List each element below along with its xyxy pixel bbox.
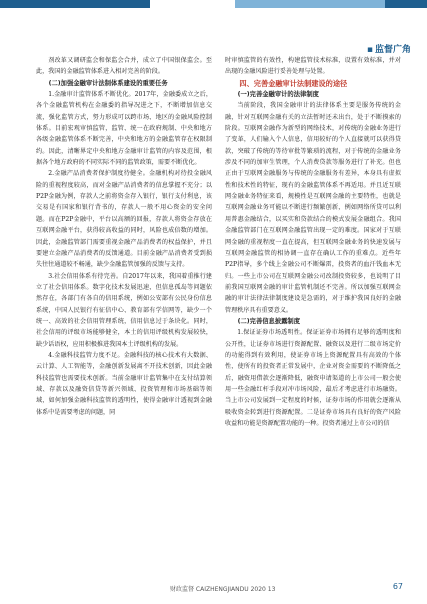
paragraph: 2.金融产品消费者保护制度待健全。金融机构对待投金融风险的重视程度较高，而对金融产品消费者的信息掌握不充分；以P2P金融为例，存款人之前将资金存入银行，银行支付利息，该交易是有国家和银行背书的，存款人一般不用心资金的安全问题。而在P2P金融中，平台以高额的回报，存款人将资金存放在互联网金融平台，获得较高收益的同时，风险也成倍数的增加。因此，金融监管部门需要重视金融产品消费者的权益保护，并且要建立金融产品消费者的反馈通道。目前金融产品消费者受到损失往往通道较不畅通，缺少金融监管加强的反馈与支持。 — [36, 170, 212, 269]
subsection-heading: (二)加强金融审计法制体系建设的重要任务 — [48, 79, 168, 87]
paragraph: 4.金融科技监管力度不足。金融科技的核心技术有大数据、云计算、人工智能等，金融创新发展离不开技术创新，因此金融科技监管也需要技术创新。当前金融审计监管集中在支付结算领域、存款以及融资信贷等新兴领域、投资管理和市场基础等领域，如何加强金融科技监管的透明性，使得金融审计透视到金融体系中是需要考虑的问题，同 — [36, 351, 212, 416]
section-label — [367, 42, 411, 55]
magazine-info: 财政监督 CAIZHENGJIANDU 2020 13 — [170, 586, 276, 593]
paragraph: 1.金融审计监管体系不断优化。2017年，金融委成立之后，各个金融监管机构在金融委的指导况进之下，不断增加信息交流，强化监管方式，努力形成可以跨市场、地区的金融风险控制体系。目前宏观审慎监管，监管、统一在政府规制、中央和地方各级金融监管体系不断完善，中央和地方的金融监管存在权限制约。因此，清晰界定中央和地方金融审计监管的内容及范围，根据各个地方政府的不同实际不同的监管政策，需要不断优化。 — [36, 91, 212, 167]
right-column — [225, 55, 401, 429]
header-bar-block — [235, 0, 385, 8]
paragraph: 剂改革又调研监会和保监会合并，成立了中国银保监会。至此，我国的金融监管体系进入相对完善的阶段。 — [36, 57, 212, 76]
page-number: 67 — [392, 582, 403, 591]
subsection-heading: (一)完善金融审计的法律制度 — [237, 91, 319, 99]
header-bar-block — [385, 0, 427, 8]
paragraph: 时审慎监管的有效性，构建监管技术标准，设置有效标准，并对出现的金融风险进行妥善处理与处置。 — [225, 57, 401, 76]
section-label-text: 监督广角 — [374, 45, 411, 55]
paragraph: 1.保证证券市场透明性。保证证券市场拥有足够的透明度和公开性，让证券市场进行资源配置、融资以及进行二级市场定价的功能得到有效利用，使证券市场上资源配置具有高效的个体性，使所有的投资者正常发展中，企业对资金需要的不断降低之后，融资用借款会逐渐降低，融资申请渠道的上市公司一般会使用一些金融红杆手段对冲市场风险，最后才考虑进行市场融资。当上市公司发展到一定程度的时候，证券市场的作用就会逐渐从吸收资金转到进行资源配置。二是证券市场具有良好的资产风险收益和功能是资源配置功能的一种。投资者通过上市公司的信 — [225, 329, 401, 427]
paragraph: 3.社会信用体系有待完善。自2017年以来，我国着重推行建立了社会信用体系。数字化技术发展迅速，但信息孤岛等问题依然存在，各部门有各自的信用系统，例如公安部有公民身份信息系统，中国人民银行有征信中心、教育部有学信网等，缺少一个统一、高效的社会信用管理系统，信用信息过于条块化。同时，社会信用的评级市场能够健全，本土的信用评级机构发展较快，缺少话语权，应用积极推进我国本土评级机构的发展。 — [36, 272, 212, 348]
subsection-heading: (二)完善信息披露制度 — [237, 317, 301, 325]
section-heading: 四、完善金融审计法制建设的途径 — [239, 78, 348, 88]
paragraph: 当前阶段，我国金融审计的法律体系主要是服务传统的金融，针对互联网金融有关的立法暂时还未出台，处于不断摸索的阶段。互联网金融作为新型的网络技术，对传统的金融业务进行了变革，人们输入个人信息，信用较好的个人直接就可以获得贷款，突破了传统的等待审批等繁琐的流程，对于传统的金融业务涉及不同的加审生管理，个人消费贷款等服务进行了补充。但也正由于互联网金融服务与传统的金融服务有差异，本身具有虚拟性和技术性的特征，现有的金融监管体系不再适用。并且近互联网金融业务特征来看，规模性是互联网金融的主要特性，也就是互联网金融业务可能以不断进行频繁创新，例如网络所贷可以利用普惠金融结合，以买实和贷款结合的模式发展金融组合。我国金融监管部门在互联网金融监管出现一定的难度。国家对于互联网金融的重视程度一直在提高，但互联网金融业务的快速发展与互联网金融监管的相协调一直存在确认工作的重难点。近些年P2P指导，多个线上金融公司不断爆雷，投资者的血汗钱血本无归。一些上市公司在互联网金融公司改制投资较多，也说明了目前我国互联网金融的审计监管机制还不完善。所以加强互联网金融的审计法律法律制度建设是急需的，对于维护我国良好的金融管理秩序具有重要意义。 — [225, 102, 401, 314]
header-decor-bar — [0, 0, 427, 22]
bullet-icon: ▪ — [366, 45, 373, 55]
header-bar-block — [0, 0, 150, 8]
page-footer — [0, 583, 427, 597]
left-column — [36, 55, 212, 418]
